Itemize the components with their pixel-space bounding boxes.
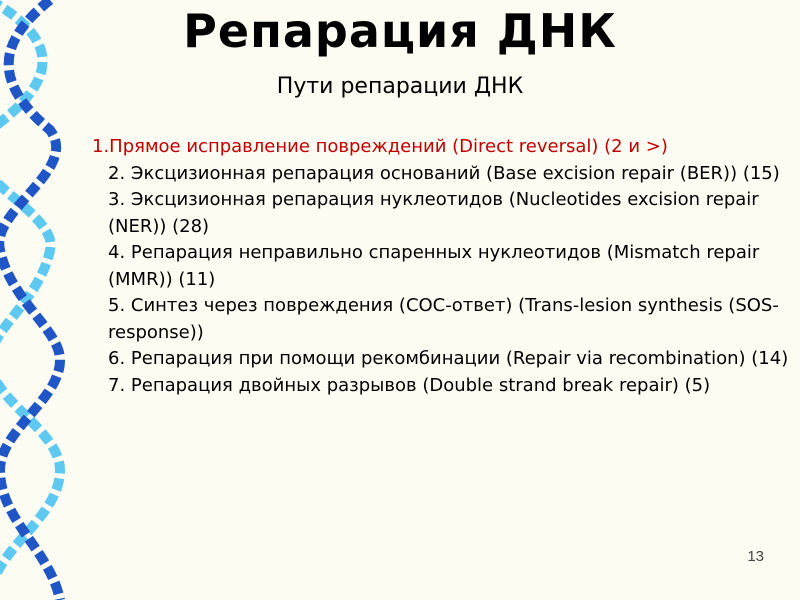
slide-subtitle: Пути репарации ДНК [276, 74, 524, 99]
page-number: 13 [747, 548, 764, 565]
list-item: 5. Синтез через повреждения (СОС-ответ) (Trans-lesion synthesis (SOS-response)) [108, 295, 779, 343]
repair-pathways-list [92, 134, 792, 399]
list-item: 1.Прямое исправление повреждений (Direct reversal) (2 и >) [92, 136, 668, 157]
list-item: 2. Эксцизионная репарация оснований (Base excision repair (BER)) (15) [108, 162, 780, 184]
list-item: 3. Эксцизионная репарация нуклеотидов (Nucleotides excision repair (NER)) (28) [108, 189, 759, 237]
list-item: 7. Репарация двойных разрывов (Double strand break repair) (5) [108, 374, 711, 396]
list-item: 4. Репарация неправильно спаренных нуклеотидов (Mismatch repair (MMR)) (11) [108, 242, 760, 290]
list-item: 6. Репарация при помощи рекомбинации (Repair via recombination) (14) [108, 348, 789, 369]
slide-title: Репарация ДНК [183, 4, 617, 58]
